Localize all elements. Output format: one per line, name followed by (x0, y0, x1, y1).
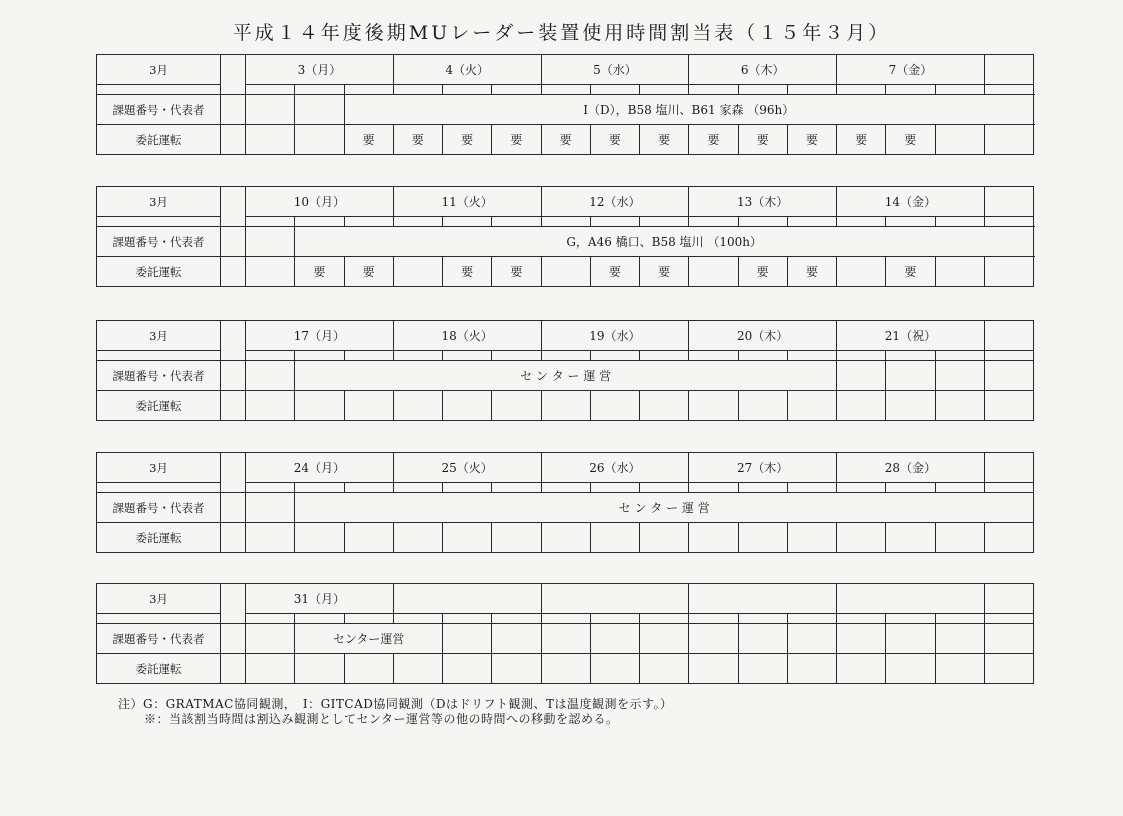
project-allocation: センター運営 (295, 624, 443, 654)
consign-slot (738, 654, 787, 684)
consign-slot (738, 391, 787, 421)
day-header-row (97, 584, 1034, 614)
empty-slot (246, 624, 295, 654)
consign-slot (984, 523, 1033, 553)
extra-slot (984, 187, 1033, 217)
day-header: 20（木） (689, 321, 837, 351)
consign-slot (541, 654, 590, 684)
subslot-cell (787, 351, 836, 361)
day-header: 28（金） (837, 453, 985, 483)
month-label: 3月 (97, 453, 221, 483)
subslot-cell (393, 614, 442, 624)
project-row-label: 課題番号・代表者 (97, 227, 221, 257)
week-table (96, 54, 1033, 155)
consign-slot (246, 257, 295, 287)
consign-slot (246, 391, 295, 421)
empty-slot (246, 95, 295, 125)
consign-slot (295, 523, 344, 553)
subslot-cell (738, 614, 787, 624)
schedule-table (96, 54, 1034, 155)
subslot-cell (344, 483, 393, 493)
day-header: 10（月） (246, 187, 394, 217)
subslot-cell (295, 614, 344, 624)
empty-slot (246, 493, 295, 523)
subslot-cell (984, 351, 1033, 361)
subslot-cell (492, 483, 541, 493)
subslot-cell (935, 351, 984, 361)
week-table (96, 452, 1033, 553)
day-header-row (97, 187, 1034, 217)
footnote-1: 注）G：GRATMAC協同観測， I：GITCAD協同観測（Dはドリフト観測、Tは温度観測を示す。） (118, 697, 673, 711)
consign-slot (246, 654, 295, 684)
consign-slot (443, 654, 492, 684)
consign-slot (541, 523, 590, 553)
consign-mark: 要 (837, 125, 886, 155)
gap-cell (221, 125, 246, 155)
project-allocation: I（D），B58 塩川、B61 家森 （96h） (344, 95, 1034, 125)
consign-slot (935, 391, 984, 421)
week-table (96, 186, 1033, 287)
consign-slot (640, 654, 689, 684)
gap-cell (221, 493, 246, 523)
consign-mark: 要 (640, 125, 689, 155)
consign-slot (689, 523, 738, 553)
subslot-cell (541, 483, 590, 493)
consign-row-label: 委託運転 (97, 257, 221, 287)
consign-slot (246, 523, 295, 553)
gap-cell (221, 654, 246, 684)
subslot-cell (295, 483, 344, 493)
subslot-cell (344, 85, 393, 95)
consign-slot (886, 523, 935, 553)
empty-slot (246, 227, 295, 257)
gap-cell (221, 453, 246, 493)
consign-row-label: 委託運転 (97, 654, 221, 684)
consign-row (97, 125, 1034, 155)
consign-slot (935, 654, 984, 684)
subslot-cell (344, 614, 393, 624)
consign-slot (246, 125, 295, 155)
empty-slot (787, 624, 836, 654)
empty-slot (492, 624, 541, 654)
empty-slot (837, 624, 886, 654)
schedule-table (96, 320, 1034, 421)
subslot-cell (590, 85, 639, 95)
month-label: 3月 (97, 55, 221, 85)
empty-slot (886, 361, 935, 391)
subslot-cell (295, 85, 344, 95)
week-table (96, 583, 1033, 684)
subslot-cell (393, 351, 442, 361)
subslot-cell (935, 217, 984, 227)
day-header: 27（木） (689, 453, 837, 483)
consign-row (97, 391, 1034, 421)
subslot-cell (640, 85, 689, 95)
consign-row-label: 委託運転 (97, 391, 221, 421)
extra-slot (984, 55, 1033, 85)
day-header: 6（木） (689, 55, 837, 85)
project-row (97, 227, 1034, 257)
subslot-cell (689, 351, 738, 361)
consign-slot (837, 523, 886, 553)
empty-slot (689, 624, 738, 654)
subslot-cell (590, 351, 639, 361)
subslot-cell (590, 614, 639, 624)
subslot-cell (837, 483, 886, 493)
consign-slot (295, 391, 344, 421)
subslot-cell (837, 351, 886, 361)
subslot-cell (689, 614, 738, 624)
extra-slot (984, 453, 1033, 483)
consign-mark: 要 (787, 125, 836, 155)
subslot-cell (541, 85, 590, 95)
subslot-cell (492, 351, 541, 361)
page-title: 平成１４年度後期MUレーダー装置使用時間割当表（１５年３月） (232, 22, 891, 44)
project-row-label: 課題番号・代表者 (97, 624, 221, 654)
subslot-cell (443, 217, 492, 227)
subslot-cell (837, 85, 886, 95)
project-row (97, 95, 1034, 125)
gap-cell (221, 523, 246, 553)
empty-slot (935, 624, 984, 654)
subslot-cell (984, 85, 1033, 95)
consign-slot (492, 523, 541, 553)
empty-slot (984, 361, 1033, 391)
subslot-cell (935, 483, 984, 493)
consign-slot (295, 654, 344, 684)
gap-cell (221, 391, 246, 421)
gap-cell (221, 321, 246, 361)
project-allocation: G，A46 橋口、B58 塩川 （100h） (295, 227, 1034, 257)
consign-slot (984, 391, 1033, 421)
month-label-lower (97, 85, 221, 95)
consign-slot (886, 391, 935, 421)
month-label-lower (97, 217, 221, 227)
footnotes (118, 697, 673, 727)
consign-slot (837, 257, 886, 287)
subslot-cell (640, 351, 689, 361)
empty-slot (640, 624, 689, 654)
subslot-cell (886, 85, 935, 95)
consign-slot (738, 523, 787, 553)
consign-slot (787, 523, 836, 553)
consign-slot (393, 257, 442, 287)
empty-slot (886, 624, 935, 654)
subslot-cell (738, 217, 787, 227)
consign-row-label: 委託運転 (97, 523, 221, 553)
extra-slot (984, 584, 1033, 614)
month-label: 3月 (97, 321, 221, 351)
day-header: 25（火） (393, 453, 541, 483)
subslot-cell (344, 217, 393, 227)
subslot-cell (443, 85, 492, 95)
consign-slot (689, 654, 738, 684)
day-header-row (97, 55, 1034, 85)
gap-cell (221, 95, 246, 125)
empty-slot (984, 624, 1033, 654)
empty-slot (590, 624, 639, 654)
subslot-cell (935, 85, 984, 95)
subslot-cell (295, 351, 344, 361)
subslot-cell (886, 483, 935, 493)
consign-slot (295, 125, 344, 155)
consign-slot (541, 391, 590, 421)
empty-slot (837, 361, 886, 391)
month-label-lower (97, 483, 221, 493)
day-header: 7（金） (837, 55, 985, 85)
subslot-cell (787, 483, 836, 493)
subslot-cell (393, 217, 442, 227)
gap-cell (221, 257, 246, 287)
day-header (541, 584, 689, 614)
project-row-label: 課題番号・代表者 (97, 95, 221, 125)
subslot-cell (541, 614, 590, 624)
day-header: 24（月） (246, 453, 394, 483)
subslot-cell (787, 614, 836, 624)
month-label: 3月 (97, 584, 221, 614)
footnote-2: ※：当該割当時間は割込み観測としてセンター運営等の他の時間への移動を認める。 (144, 712, 619, 726)
empty-slot (738, 624, 787, 654)
subslot-cell (787, 217, 836, 227)
consign-row-label: 委託運転 (97, 125, 221, 155)
gap-cell (221, 187, 246, 227)
day-header: 3（月） (246, 55, 394, 85)
subslot-cell (541, 351, 590, 361)
subslot-cell (935, 614, 984, 624)
consign-slot (443, 391, 492, 421)
consign-slot (886, 654, 935, 684)
subslot-cell (984, 483, 1033, 493)
subslot-cell (246, 85, 295, 95)
consign-slot (935, 257, 984, 287)
consign-mark: 要 (344, 257, 393, 287)
project-allocation: セ ン タ ー 運 営 (295, 361, 837, 391)
subslot-cell (738, 351, 787, 361)
empty-slot (295, 95, 344, 125)
schedule-table (96, 186, 1034, 287)
consign-slot (393, 654, 442, 684)
consign-slot (935, 125, 984, 155)
consign-mark: 要 (640, 257, 689, 287)
consign-row (97, 523, 1034, 553)
schedule-table (96, 452, 1034, 553)
project-row-label: 課題番号・代表者 (97, 493, 221, 523)
subslot-cell (492, 614, 541, 624)
consign-row (97, 257, 1034, 287)
day-header: 19（水） (541, 321, 689, 351)
subslot-cell (984, 614, 1033, 624)
subslot-cell (886, 614, 935, 624)
consign-slot (393, 391, 442, 421)
subslot-cell (984, 217, 1033, 227)
day-header: 21（祝） (837, 321, 985, 351)
consign-slot (443, 523, 492, 553)
consign-slot (590, 391, 639, 421)
day-header-row (97, 453, 1034, 483)
empty-slot (443, 624, 492, 654)
day-header: 18（火） (393, 321, 541, 351)
consign-mark: 要 (393, 125, 442, 155)
subslot-cell (886, 351, 935, 361)
gap-cell (221, 584, 246, 624)
consign-slot (492, 654, 541, 684)
day-header: 14（金） (837, 187, 985, 217)
consign-slot (787, 391, 836, 421)
subslot-cell (246, 351, 295, 361)
day-header-row (97, 321, 1034, 351)
day-header (689, 584, 837, 614)
day-header: 4（火） (393, 55, 541, 85)
subslot-cell (492, 85, 541, 95)
consign-slot (984, 654, 1033, 684)
gap-cell (221, 361, 246, 391)
day-header: 17（月） (246, 321, 394, 351)
subslot-cell (640, 483, 689, 493)
subslot-cell (393, 483, 442, 493)
gap-cell (221, 227, 246, 257)
subslot-cell (837, 217, 886, 227)
consign-mark: 要 (492, 125, 541, 155)
consign-slot (344, 391, 393, 421)
subslot-cell (886, 217, 935, 227)
extra-slot (984, 321, 1033, 351)
consign-slot (689, 391, 738, 421)
month-label: 3月 (97, 187, 221, 217)
gap-cell (221, 624, 246, 654)
consign-mark: 要 (443, 125, 492, 155)
day-header (393, 584, 541, 614)
consign-slot (640, 523, 689, 553)
consign-slot (837, 391, 886, 421)
subslot-cell (492, 217, 541, 227)
subslot-cell (640, 614, 689, 624)
subslot-cell (344, 351, 393, 361)
consign-slot (344, 523, 393, 553)
subslot-cell (689, 483, 738, 493)
schedule-table (96, 583, 1034, 684)
consign-slot (787, 654, 836, 684)
consign-mark: 要 (738, 125, 787, 155)
month-label-lower (97, 614, 221, 624)
consign-slot (541, 257, 590, 287)
day-header (837, 584, 985, 614)
consign-mark: 要 (590, 125, 639, 155)
consign-mark: 要 (492, 257, 541, 287)
subslot-cell (689, 217, 738, 227)
subslot-cell (443, 351, 492, 361)
day-header: 31（月） (246, 584, 394, 614)
consign-slot (689, 257, 738, 287)
subslot-cell (738, 85, 787, 95)
project-row-label: 課題番号・代表者 (97, 361, 221, 391)
subslot-cell (837, 614, 886, 624)
consign-mark: 要 (886, 125, 935, 155)
subslot-cell (738, 483, 787, 493)
consign-slot (984, 125, 1033, 155)
subslot-cell (787, 85, 836, 95)
project-row (97, 624, 1034, 654)
consign-slot (984, 257, 1033, 287)
subslot-cell (246, 217, 295, 227)
subslot-cell (590, 217, 639, 227)
project-allocation: セ ン タ ー 運 営 (295, 493, 1034, 523)
week-table (96, 320, 1033, 421)
subslot-cell (393, 85, 442, 95)
subslot-cell (541, 217, 590, 227)
day-header: 12（水） (541, 187, 689, 217)
empty-slot (541, 624, 590, 654)
project-row (97, 361, 1034, 391)
day-header: 13（木） (689, 187, 837, 217)
consign-slot (640, 391, 689, 421)
consign-mark: 要 (787, 257, 836, 287)
consign-mark: 要 (541, 125, 590, 155)
project-row (97, 493, 1034, 523)
consign-mark: 要 (738, 257, 787, 287)
empty-slot (935, 361, 984, 391)
consign-slot (344, 654, 393, 684)
subslot-cell (689, 85, 738, 95)
gap-cell (221, 55, 246, 95)
consign-mark: 要 (886, 257, 935, 287)
day-header: 26（水） (541, 453, 689, 483)
consign-mark: 要 (590, 257, 639, 287)
subslot-cell (295, 217, 344, 227)
subslot-cell (590, 483, 639, 493)
consign-mark: 要 (295, 257, 344, 287)
consign-slot (492, 391, 541, 421)
consign-slot (837, 654, 886, 684)
subslot-cell (640, 217, 689, 227)
consign-mark: 要 (689, 125, 738, 155)
subslot-cell (443, 614, 492, 624)
consign-mark: 要 (443, 257, 492, 287)
month-label-lower (97, 351, 221, 361)
consign-row (97, 654, 1034, 684)
consign-slot (935, 523, 984, 553)
consign-mark: 要 (344, 125, 393, 155)
consign-slot (590, 523, 639, 553)
subslot-cell (246, 483, 295, 493)
subslot-cell (246, 614, 295, 624)
day-header: 11（火） (393, 187, 541, 217)
empty-slot (246, 361, 295, 391)
consign-slot (590, 654, 639, 684)
consign-slot (393, 523, 442, 553)
day-header: 5（水） (541, 55, 689, 85)
subslot-cell (443, 483, 492, 493)
